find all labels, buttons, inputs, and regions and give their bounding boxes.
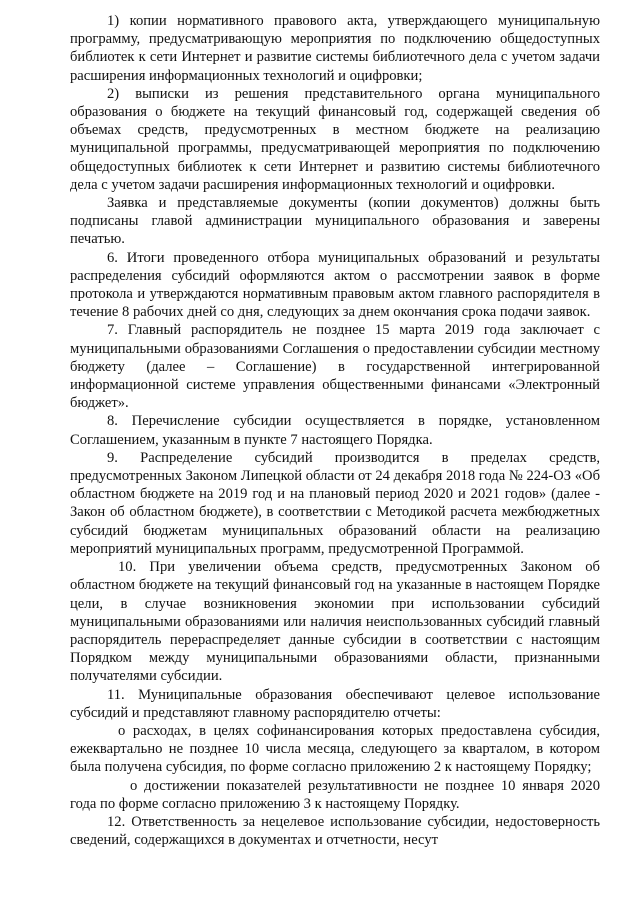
paragraph-clause-8: 8. Перечисление субсидии осуществляется в порядке, установленном Соглашением, указанным в пункте 7 настоящего Порядка. bbox=[70, 413, 600, 448]
paragraph-clause-11-indicators: о достижении показателей результативности не позднее 10 января 2020 года по форме согласно приложению 3 к настоящему Порядку. bbox=[70, 777, 600, 812]
paragraph-list-item-1: 1) копии нормативного правового акта, утверждающего муниципальную программу, предусматривающую мероприятия по подключению общедоступных библиотек к сети Интернет и развитие системы библиотечного дела с учетом задачи расширения информационных технологий и оцифровки; bbox=[70, 13, 600, 84]
paragraph-list-item-2: 2) выписки из решения представительного органа муниципального образования о бюджете на текущий финансовый год, содержащей сведения об объемах средств, предусмотренных в местном бюджете на реализацию муниципальной программы, предусматривающей мероприятия по подключению общедоступных библиотек к сети Интернет и развитию системы библиотечного дела с учетом задачи расширения информационных технологий и оцифровки. bbox=[70, 85, 600, 193]
paragraph-clause-9: 9. Распределение субсидий производится в пределах средств, предусмотренных Законом Липецкой области от 24 декабря 2018 года № 224-ОЗ «Об областном бюджете на 2019 год и на плановый период 2020 и 2021 годов» (далее - Закон об областном бюджете), в соответствии с Методикой расчета межбюджетных субсидий бюджетам муниципальных образований области на реализацию мероприятий муниципальных программ, предусмотренной Программой. bbox=[70, 449, 600, 557]
paragraph-clause-11: 11. Муниципальные образования обеспечивают целевое использование субсидий и представляют главному распорядителю отчеты: bbox=[70, 686, 600, 721]
paragraph-application-signature: Заявка и представляемые документы (копии документов) должны быть подписаны главой администрации муниципального образования и заверены печатью. bbox=[70, 195, 600, 248]
paragraph-clause-7: 7. Главный распорядитель не позднее 15 марта 2019 года заключает с муниципальными образованиями Соглашения о предоставлении субсидии местному бюджету (далее – Соглашение) в государственной интегрированной информационной системе управления общественными финансами «Электронный бюджет». bbox=[70, 322, 600, 412]
paragraph-clause-12: 12. Ответственность за нецелевое использование субсидии, недостоверность сведений, содержащихся в документах и отчетности, несут bbox=[70, 813, 600, 849]
paragraph-clause-6: 6. Итоги проведенного отбора муниципальных образований и результаты распределения субсидий оформляются актом о рассмотрении заявок в форме протокола и утверждаются нормативным правовым актом главного распорядителя в течение 8 рабочих дней со дня, следующих за днем окончания срока подачи заявок. bbox=[70, 249, 600, 321]
paragraph-clause-11-expenses: о расходах, в целях софинансирования которых предоставлена субсидия, ежеквартально не позднее 10 числа месяца, следующего за кварталом, в котором была получена субсидия, по форме согласно приложению 2 к настоящему Порядку; bbox=[70, 722, 600, 776]
paragraph-clause-10: 10. При увеличении объема средств, предусмотренных Законом об областном бюджете на текущий финансовый год на указанные в настоящем Порядке цели, в случае возникновения экономии при использовании субсидий муниципальными образованиями или наличия неиспользованных субсидий главный распорядитель перераспределяет данные субсидии в соответствии с настоящим Порядком между муниципальными образованиями области, признанными получателями субсидии. bbox=[70, 559, 600, 685]
